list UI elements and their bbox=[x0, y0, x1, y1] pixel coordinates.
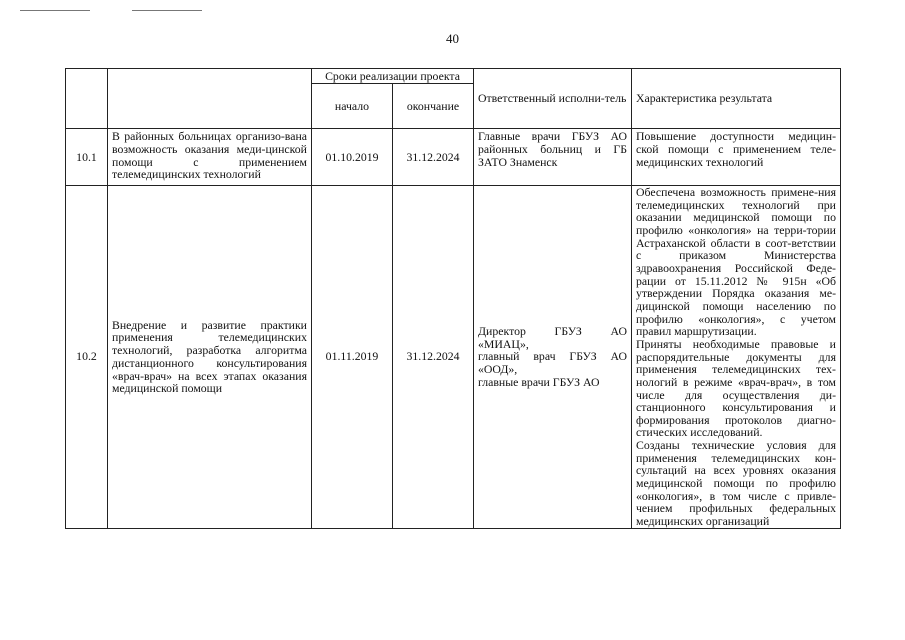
row-number: 10.1 bbox=[66, 129, 108, 186]
table-row bbox=[66, 129, 841, 186]
header-number-cell bbox=[66, 69, 108, 129]
row-number: 10.2 bbox=[66, 186, 108, 529]
header-result: Характеристика результата bbox=[632, 69, 841, 129]
header-responsible: Ответственный исполни-тель bbox=[474, 69, 632, 129]
result-paragraph: Созданы технические условия для применения телемедицинских кон-сультаций на всех уровнях оказания медицинской помощи по профилю «онкология», в том числе с привле-чением профильных федеральных медицинских организаций bbox=[636, 438, 836, 529]
row-start-date: 01.10.2019 bbox=[312, 129, 393, 186]
header-row-top bbox=[66, 69, 841, 84]
table-row bbox=[66, 186, 841, 529]
header-start: начало bbox=[312, 84, 393, 129]
row-end-date: 31.12.2024 bbox=[393, 186, 474, 529]
result-paragraph: Обеспечена возможность примене-ния телемедицинских технологий при оказании медицинской помощи по профилю «онкология» на терри-тории Астраханской области в соот-ветствии с приказом Министерства здравоохранения Российской Феде-рации от 15.11.2012 № 915н «Об утверждении Порядка оказания ме-дицинской помощи населению по профилю «онкология», с учетом правил маршрутизации. bbox=[636, 185, 836, 339]
scan-artifact-line bbox=[132, 10, 202, 11]
row-result bbox=[632, 129, 841, 186]
row-responsible bbox=[474, 186, 632, 529]
responsible-line: главный врач ГБУЗ АО «ООД», bbox=[478, 349, 627, 377]
header-description-cell bbox=[108, 69, 312, 129]
row-description: В районных больницах организо-вана возможность оказания меди-цинской помощи с применением телемедицинских технологий bbox=[108, 129, 312, 186]
result-paragraph: Повышение доступности медицин-ской помощи с применением теле-медицинских технологий bbox=[636, 129, 836, 169]
scan-artifact-line bbox=[20, 10, 90, 11]
header-end: окончание bbox=[393, 84, 474, 129]
result-paragraph: Приняты необходимые правовые и распорядительные документы для применения телемедицинских тех-нологий в режиме «врач-врач», в том числе для осуществления ди-станционного консультирования и формирования протоколов диагно-стических исследований. bbox=[636, 336, 836, 440]
responsible-line: главные врачи ГБУЗ АО bbox=[478, 374, 600, 389]
row-result bbox=[632, 186, 841, 529]
page-number: 40 bbox=[446, 31, 459, 46]
project-table bbox=[65, 68, 841, 529]
header-timeline: Сроки реализации проекта bbox=[312, 69, 474, 84]
row-responsible: Главные врачи ГБУЗ АО районных больниц и ГБ ЗАТО Знаменск bbox=[474, 129, 632, 186]
row-end-date: 31.12.2024 bbox=[393, 129, 474, 186]
responsible-line: Директор ГБУЗ АО «МИАЦ», bbox=[478, 323, 627, 351]
row-start-date: 01.11.2019 bbox=[312, 186, 393, 529]
row-description: Внедрение и развитие практики применения телемедицинских технологий, разработка алгоритма дистанционного консультирования «врач-врач» на всех этапах оказания медицинской помощи bbox=[108, 186, 312, 529]
